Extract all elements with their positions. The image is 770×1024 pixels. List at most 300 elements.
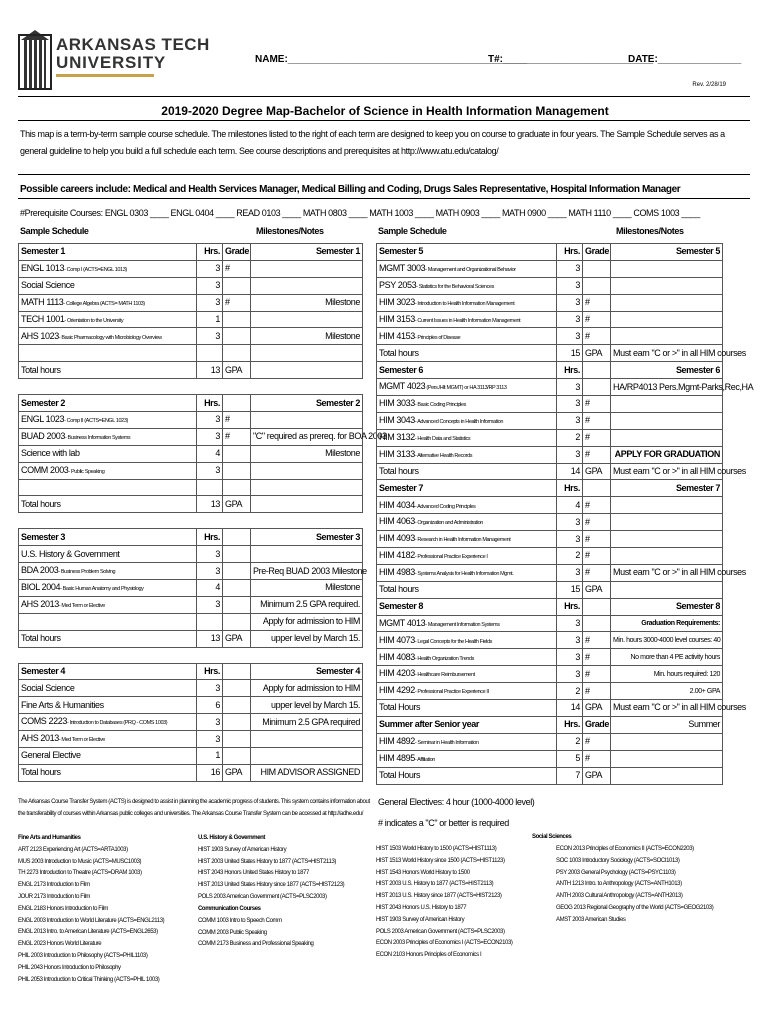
milestone-cell: [611, 396, 723, 413]
schedule-row: [377, 277, 723, 294]
grade-cell-text: GPA: [225, 498, 243, 509]
left-schedule-table: [18, 243, 387, 782]
hours-cell: [197, 412, 223, 429]
course-cell-text: MGMT 4013: [379, 617, 426, 628]
hours-cell-text: 3: [215, 599, 220, 610]
hours-cell: [557, 277, 583, 294]
grade-cell: [223, 428, 251, 445]
course-list-item: HIST 1513 World History since 1500 (ACTS=HIST1123): [376, 857, 505, 864]
hours-cell: [197, 428, 223, 445]
schedule-row: [377, 446, 723, 463]
course-list-item: PHIL 2043 Honors Introduction to Philosophy: [18, 964, 121, 971]
course-cell: [377, 733, 557, 750]
course-cell: [377, 260, 557, 277]
hours-cell: [557, 615, 583, 632]
milestone-cell: [611, 548, 723, 565]
hours-cell-text: 5: [575, 753, 580, 764]
hours-cell-text: 3: [575, 449, 580, 460]
course-description: - Organization and Administration: [414, 520, 483, 527]
hours-cell-text: 4: [215, 582, 220, 593]
hours-cell: [197, 260, 223, 277]
schedule-row: [19, 680, 363, 697]
milestone-cell-text: HIM ADVISOR ASSIGNED: [260, 767, 360, 778]
us-history-list: [198, 833, 378, 904]
grade-cell-text: #: [585, 415, 590, 426]
hours-cell: [197, 311, 223, 328]
milestone-cell: [251, 748, 363, 765]
milestone-cell: [611, 514, 723, 531]
course-cell: [377, 531, 557, 548]
hours-cell: [197, 764, 223, 781]
course-cell: [19, 580, 197, 597]
course-list-item: PHIL 2003 Introduction to Philosophy (ACTS=PHIL1103): [18, 952, 148, 959]
milestone-cell-text: 2.00+ GPA: [689, 687, 720, 695]
schedule-row: [377, 581, 723, 598]
milestone-cell: [251, 764, 363, 781]
milestone-cell: [611, 497, 723, 514]
hours-cell-text: 6: [215, 699, 220, 710]
course-description: - Public Speaking: [68, 468, 105, 475]
course-list-item: ANTH 2003 Cultural Anthropology (ACTS=ANTH2013): [556, 893, 683, 900]
milestone-cell-text: Must earn "C or >" in all HIM courses: [613, 347, 746, 358]
course-description: - Med Term or Elective: [58, 737, 105, 744]
milestone-cell: [611, 564, 746, 581]
grade-cell: [583, 412, 611, 429]
grade-cell: [223, 680, 251, 697]
schedule-row: [377, 412, 723, 429]
course-cell-text: Total hours: [21, 364, 61, 375]
grade-cell: [583, 716, 611, 733]
hours-cell-text: 4: [575, 499, 580, 510]
milestone-cell-text: Milestone: [325, 582, 360, 593]
schedule-row: [377, 345, 723, 362]
grade-cell-text: #: [225, 431, 230, 442]
grade-cell: [583, 362, 611, 379]
milestone-cell: [251, 496, 363, 513]
course-cell-text: HIM 3023: [379, 296, 415, 307]
course-cell-text: MGMT 3003: [379, 263, 426, 274]
course-description: - Business Information Systems: [64, 435, 131, 442]
schedule-row: [19, 496, 363, 513]
course-cell: [19, 445, 197, 462]
hours-cell-text: 14: [570, 466, 580, 477]
course-cell: [377, 548, 557, 565]
intro-divider: [18, 174, 750, 175]
milestone-cell-text: Apply for admission to HIM: [262, 682, 360, 693]
logo-text-line1: ARKANSAS TECH: [56, 35, 210, 54]
grade-cell: [223, 345, 251, 362]
grade-cell-text: #: [585, 668, 590, 679]
milestone-cell: [251, 260, 363, 277]
hours-cell-text: 3: [215, 465, 220, 476]
milestone-cell-text: Apply for admission to HIM: [262, 616, 360, 627]
hours-cell: [197, 345, 223, 362]
milestone-cell-text: Must earn "C or >" in all HIM courses: [613, 567, 746, 578]
course-cell: [19, 328, 197, 345]
course-cell-text: Total hours: [379, 584, 419, 595]
course-description: - Med Term or Elective: [58, 603, 105, 610]
course-cell: [377, 362, 557, 379]
grade-cell-text: #: [585, 432, 590, 443]
grade-cell-text: GPA: [585, 584, 603, 595]
name-field[interactable]: NAME:___________________________________________: [255, 54, 527, 65]
hours-cell-text: 13: [210, 633, 220, 644]
hours-cell-text: 13: [210, 364, 220, 375]
schedule-row: [19, 277, 363, 294]
course-description: - Healthcare Reimbursement: [414, 672, 475, 679]
course-cell-text: BUAD 2003: [21, 431, 65, 442]
course-description: - Basic Pharmacology with Microbiology Overview: [58, 334, 162, 341]
course-list-item: HIST 1903 Survey of American History: [198, 846, 287, 853]
course-cell: [377, 683, 557, 700]
course-cell: [19, 697, 197, 714]
course-cell: [19, 748, 197, 765]
course-description: - Orientation to the University: [64, 317, 124, 324]
hours-cell: [557, 632, 583, 649]
schedule-row: [377, 683, 723, 700]
hours-cell: [197, 445, 223, 462]
course-cell: [377, 564, 557, 581]
course-cell-text: HIM 3033: [379, 398, 415, 409]
hours-cell: [557, 429, 583, 446]
schedule-row: [377, 767, 723, 784]
grade-cell: [583, 615, 611, 632]
course-cell: [19, 479, 197, 496]
milestone-cell: [611, 277, 723, 294]
hours-cell-text: 7: [575, 770, 580, 781]
milestone-cell: [251, 462, 363, 479]
course-cell: [19, 362, 197, 379]
course-cell-text: Science with lab: [21, 448, 80, 459]
milestone-cell: [611, 598, 723, 615]
course-list-item: HIST 2013 U.S. History since 1877 (ACTS=HIST2123): [376, 893, 502, 900]
grade-cell-text: Grade: [585, 246, 610, 257]
course-cell: [19, 277, 197, 294]
schedule-row: [377, 531, 723, 548]
right-milestones-header: Milestones/Notes: [616, 226, 684, 236]
grade-cell-text: #: [585, 449, 590, 460]
course-description: - Health Organization Trends: [414, 655, 474, 662]
hours-cell: [557, 396, 583, 413]
grade-cell-text: GPA: [585, 770, 603, 781]
milestone-cell: [611, 446, 723, 463]
schedule-row: [19, 328, 363, 345]
course-cell-text: HIM 4153: [379, 330, 415, 341]
course-description: - Systems Analysis for Health Information Mgmt.: [414, 571, 514, 578]
grade-cell: [223, 462, 251, 479]
hours-cell-text: 3: [215, 263, 220, 274]
schedule-row: [377, 548, 723, 565]
hours-cell-text: 3: [215, 682, 220, 693]
schedule-row: [377, 666, 723, 683]
course-list-item: ECON 2103 Honors Principles of Economics I: [376, 952, 482, 959]
hours-cell: [197, 328, 223, 345]
milestone-cell-text: HA/RP4013 Pers.Mgmt-Parks,Rec,HA: [613, 381, 754, 392]
course-cell: [377, 700, 557, 717]
schedule-row: [377, 379, 723, 396]
hours-cell-text: 3: [215, 414, 220, 425]
hours-cell-text: Hrs.: [564, 719, 580, 730]
milestone-cell: [611, 328, 723, 345]
schedule-row: [19, 395, 363, 412]
course-cell: [19, 596, 197, 613]
grade-cell: [223, 748, 251, 765]
course-list-item: ENGL 2183 Honors Introduction to Film: [18, 905, 109, 912]
hours-cell-text: Hrs.: [564, 482, 580, 493]
course-description: - College Algebra (ACTS= MATH 1103): [63, 300, 145, 307]
fine-arts-header: Fine Arts and Humanities: [18, 835, 81, 841]
course-cell-text: HIM 4203: [379, 668, 415, 679]
schedule-row: [377, 429, 723, 446]
course-cell-text: HIM 3133: [379, 448, 415, 459]
date-field[interactable]: DATE:_______________: [628, 54, 742, 65]
grade-cell-text: #: [585, 314, 590, 324]
milestone-cell: [611, 632, 723, 649]
course-cell-text: PSY 2053: [379, 279, 417, 290]
acts-note: The Arkansas Course Transfer System (ACTS) is designed to assist in planning the academic progress of students. This system contains information about the transferability of courses within Arkansas public colleges and universities. The Arkansas Course Transfer System can be accessed at http://adhe.edu/: [18, 799, 370, 817]
milestone-cell: [611, 683, 723, 700]
course-list-item: PSY 2003 General Psychology (ACTS=PSYC1103): [556, 869, 676, 876]
hours-cell: [197, 731, 223, 748]
course-description: - Current Issues in Health Information Management: [414, 317, 521, 324]
course-list-item: ECON 2003 Principles of Economics I (ACTS=ECON2103): [376, 940, 513, 947]
schedule-row: [19, 764, 363, 781]
course-cell: [19, 260, 197, 277]
milestone-cell: [611, 379, 754, 396]
hours-cell: [557, 598, 583, 615]
hours-cell-text: 3: [575, 651, 580, 662]
course-cell-text: Semester 3: [21, 531, 66, 542]
course-cell: [377, 632, 557, 649]
milestone-cell: [251, 277, 363, 294]
grade-cell-text: #: [585, 297, 590, 308]
milestone-cell: [251, 244, 363, 261]
grade-cell: [583, 548, 611, 565]
course-list-item: COMM 2003 Public Speaking: [198, 929, 267, 936]
grade-cell-text: GPA: [585, 347, 603, 358]
spacer-row: [19, 513, 363, 529]
hours-cell-text: 2: [575, 736, 580, 747]
milestone-cell: [251, 395, 363, 412]
schedule-row: [377, 598, 723, 615]
course-cell: [19, 529, 197, 546]
grade-cell: [583, 598, 611, 615]
fine-arts-list: [18, 833, 198, 986]
course-cell-text: Social Science: [21, 280, 75, 291]
t-number-field[interactable]: T#:___________________________: [488, 54, 654, 65]
schedule-row: [19, 546, 363, 563]
hours-cell: [197, 630, 223, 647]
schedule-row: [19, 630, 363, 647]
grade-cell: [223, 697, 251, 714]
course-cell: [19, 764, 197, 781]
course-cell: [377, 649, 557, 666]
milestone-cell-text: upper level by March 15.: [271, 633, 360, 644]
milestone-cell-text: Semester 8: [675, 601, 720, 612]
milestone-cell: [251, 697, 363, 714]
hours-cell-text: 3: [575, 533, 580, 544]
communication-header: Communication Courses: [198, 906, 261, 912]
hours-cell: [557, 294, 583, 311]
grade-cell: [583, 531, 611, 548]
course-cell-text: Semester 7: [379, 482, 424, 493]
course-cell-text: HIM 4182: [379, 550, 415, 561]
course-list-item: POLS 2003 American Government (ACTS=PLSC2003): [376, 928, 505, 935]
hours-cell-text: Hrs.: [204, 397, 220, 408]
milestone-cell: [611, 733, 723, 750]
hours-cell-text: 3: [575, 330, 580, 341]
course-cell-text: AHS 1023: [21, 330, 59, 341]
milestone-cell-text: upper level by March 15.: [271, 699, 360, 710]
milestone-cell: [611, 767, 723, 784]
course-cell: [377, 429, 557, 446]
milestone-cell-text: Milestone: [325, 297, 360, 308]
grade-cell: [223, 663, 251, 680]
grade-cell: [583, 277, 611, 294]
hours-cell-text: 2: [575, 550, 580, 561]
course-cell-text: Semester 5: [379, 246, 424, 257]
milestone-cell: [251, 680, 363, 697]
course-cell-text: BIOL 2004: [21, 582, 61, 593]
hours-cell-text: 1: [215, 750, 220, 761]
left-schedule-header: Sample Schedule: [20, 226, 89, 236]
hours-cell-text: Hrs.: [564, 601, 580, 612]
course-cell-text: HIM 4892: [379, 736, 415, 747]
hours-cell-text: 3: [215, 330, 220, 341]
milestone-cell: [251, 630, 363, 647]
course-cell-text: Total Hours: [379, 702, 421, 713]
hours-cell-text: 14: [570, 702, 580, 713]
milestone-cell-text: Must earn "C or >" in all HIM courses: [613, 466, 746, 477]
course-cell-text: MATH 1113: [21, 296, 64, 307]
hours-cell: [557, 767, 583, 784]
course-cell: [377, 379, 557, 396]
course-description: - Seminar in Health Information: [414, 740, 479, 747]
hours-cell: [197, 697, 223, 714]
course-cell: [19, 462, 197, 479]
grade-cell-text: #: [225, 414, 230, 425]
course-cell-text: TECH 1001: [21, 313, 65, 324]
course-description: - Management and Organizational Behavior: [425, 267, 516, 274]
milestone-cell: [251, 311, 363, 328]
course-list-item: COMM 2173 Business and Professional Speaking: [198, 941, 314, 948]
course-cell: [377, 514, 557, 531]
grade-cell: [583, 497, 611, 514]
hours-cell: [197, 277, 223, 294]
hours-cell: [197, 395, 223, 412]
course-cell: [377, 463, 557, 480]
milestone-cell: [611, 480, 723, 497]
revision-date: Rev. 2/28/19: [692, 82, 726, 88]
hours-cell: [557, 716, 583, 733]
schedule-row: [377, 362, 723, 379]
grade-cell-text: GPA: [225, 364, 243, 375]
hours-cell: [197, 529, 223, 546]
grade-cell: [583, 260, 611, 277]
course-list-item: HIST 1903 Survey of American History: [376, 916, 465, 923]
grade-cell: [583, 767, 611, 784]
course-cell-text: HIM 4034: [379, 499, 415, 510]
course-cell-text: HIM 4063: [379, 516, 415, 527]
milestone-cell: [251, 428, 387, 445]
course-cell: [377, 277, 557, 294]
milestone-cell: [251, 362, 363, 379]
schedule-row: [19, 513, 363, 529]
milestone-cell: [251, 328, 363, 345]
logo-building-icon: [24, 40, 46, 88]
schedule-row: [377, 564, 723, 581]
milestone-cell: [251, 345, 363, 362]
grade-cell: [223, 479, 251, 496]
hours-cell-text: 2: [575, 685, 580, 696]
course-cell: [377, 581, 557, 598]
hours-cell: [557, 548, 583, 565]
course-cell: [377, 345, 557, 362]
milestone-cell-text: Min. hours 3000-4000 level courses: 40: [613, 636, 721, 644]
course-cell: [377, 328, 557, 345]
milestone-cell: [611, 463, 746, 480]
milestone-cell: [251, 563, 367, 580]
milestone-cell: [611, 615, 723, 632]
course-cell-text: HIM 3153: [379, 313, 415, 324]
grade-cell: [583, 396, 611, 413]
course-cell: [377, 311, 557, 328]
course-cell-text: Total hours: [379, 347, 419, 358]
schedule-row: [19, 596, 363, 613]
milestone-cell: [251, 412, 363, 429]
hours-cell-text: 15: [570, 584, 580, 595]
schedule-row: [377, 244, 723, 261]
course-description: - Legal Concepts for the Health Fields: [414, 638, 492, 645]
grade-cell: [223, 277, 251, 294]
general-electives: General Electives: 4 hour (1000-4000 level): [378, 797, 535, 807]
course-description: - Management Information Systems: [425, 621, 500, 628]
hours-cell-text: Hrs.: [204, 246, 220, 257]
hours-cell-text: 1: [215, 314, 220, 324]
milestone-cell-text: Graduation Requirements:: [641, 620, 720, 628]
course-cell-text: COMS 2223: [21, 716, 67, 727]
course-cell-text: HIM 4895: [379, 752, 415, 763]
hours-cell-text: 3: [215, 431, 220, 442]
schedule-row: [19, 714, 363, 731]
course-cell-text: ENGL 1013: [21, 263, 65, 274]
hours-cell: [197, 563, 223, 580]
course-cell-text: Total hours: [21, 767, 61, 778]
schedule-row: [19, 647, 363, 663]
hours-cell-text: 4: [215, 448, 220, 459]
grade-cell-text: #: [225, 297, 230, 308]
hours-cell: [557, 362, 583, 379]
grade-cell-text: #: [585, 516, 590, 527]
hours-cell: [557, 345, 583, 362]
course-cell: [377, 294, 557, 311]
milestone-cell-text: Minimum 2.5 GPA required.: [260, 599, 360, 610]
course-cell: [19, 244, 197, 261]
course-list-item: MUS 2003 Introduction to Music (ACTS=MUSC1003): [18, 858, 142, 865]
grade-cell: [223, 563, 251, 580]
course-description: - Basic Human Anatomy and Physiology: [60, 586, 144, 593]
schedule-row: [377, 615, 723, 632]
hours-cell: [197, 462, 223, 479]
course-cell: [377, 598, 557, 615]
hours-cell: [557, 700, 583, 717]
milestone-cell: [611, 311, 723, 328]
schedule-row: [377, 396, 723, 413]
hours-cell-text: 3: [575, 381, 580, 392]
grade-cell: [583, 480, 611, 497]
milestone-cell: [251, 294, 363, 311]
course-list-item: TH 2273 Introduction to Theatre (ACTS=DRAM 1003): [18, 870, 142, 877]
